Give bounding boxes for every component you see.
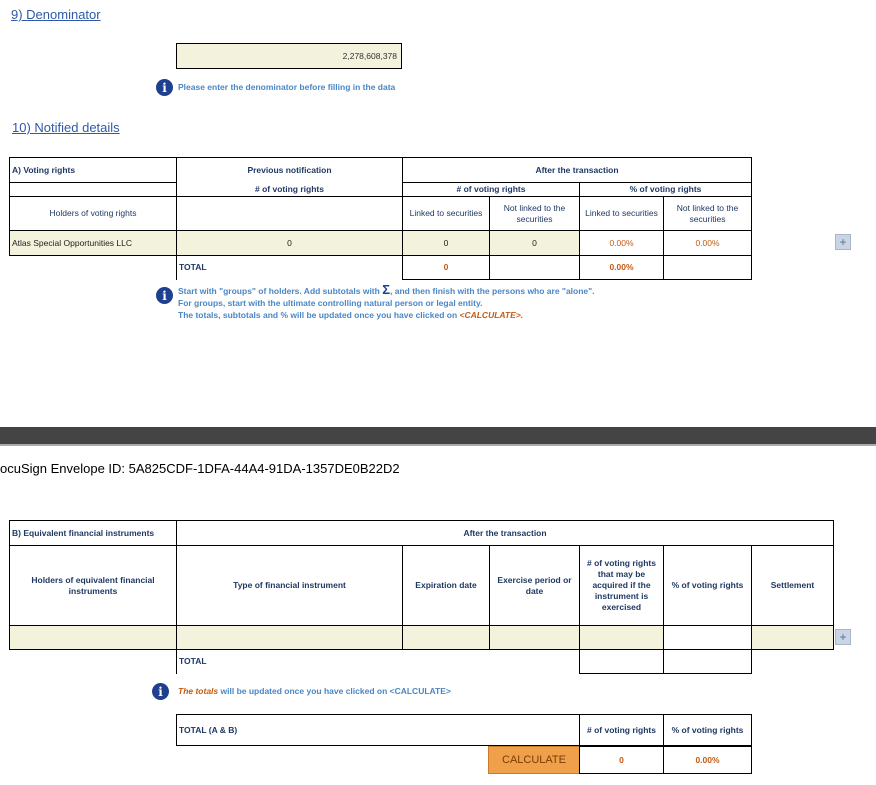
total-ab-num: 0	[579, 746, 664, 774]
total-ab-label: TOTAL (A & B)	[176, 714, 580, 746]
table-b-after-header: After the transaction	[176, 520, 834, 546]
info-line1b: , and then finish with the persons who are "alone".	[390, 286, 595, 296]
page-divider-edge	[0, 444, 876, 446]
denominator-field[interactable]	[176, 43, 402, 69]
num-acquired-header: # of voting rights that may be acquired if the instrument is exercised	[579, 545, 664, 626]
info-icon: i	[156, 287, 173, 304]
linked-header: Linked to securities	[402, 196, 490, 231]
section-10-title[interactable]: 10) Notified details	[12, 120, 120, 135]
envelope-id: ocuSign Envelope ID: 5A825CDF-1DFA-44A4-91DA-1357DE0B22D2	[0, 461, 400, 476]
table-b-total-label: TOTAL	[176, 649, 403, 674]
holders-header-spacer	[9, 182, 177, 197]
table-b-info-text	[178, 685, 451, 697]
expiration-header: Expiration date	[402, 545, 490, 626]
exercise-header: Exercise period or date	[489, 545, 580, 626]
table-b-total-num	[579, 649, 664, 674]
b-exercise-input[interactable]	[489, 625, 580, 650]
total-ab-pct-header: % of voting rights	[663, 714, 752, 746]
not-linked-header: Not linked to the securities	[489, 196, 580, 231]
table-a-info-text	[178, 284, 595, 321]
pct-header: % of voting rights	[663, 545, 752, 626]
b-pct-value	[663, 625, 752, 650]
info-line2: For groups, start with the ultimate controlling natural person or legal entity.	[178, 298, 483, 308]
b-expiration-input[interactable]	[402, 625, 490, 650]
not-linked-value-input[interactable]: 0	[489, 230, 580, 256]
linked-pct-value: 0.00%	[579, 230, 664, 256]
b-settlement-input[interactable]	[751, 625, 834, 650]
type-header: Type of financial instrument	[176, 545, 403, 626]
prev-num-voting-header: # of voting rights	[176, 182, 403, 197]
section-9-title[interactable]: 9) Denominator	[11, 7, 101, 22]
sigma-icon: Σ	[382, 282, 391, 297]
prev-notification-label: Previous notification	[247, 165, 332, 175]
page-divider	[0, 427, 876, 444]
total-ab-num-header: # of voting rights	[579, 714, 664, 746]
table-a-title: A) Voting rights	[9, 157, 177, 183]
info-line3a: The totals, subtotals and % will be updated once you have clicked on	[178, 310, 460, 320]
table-a-total-num: 0	[402, 255, 490, 280]
table-b-title: B) Equivalent financial instruments	[9, 520, 177, 546]
after-transaction-header: After the transaction	[402, 157, 752, 183]
table-a-total-empty	[489, 255, 580, 280]
settlement-header: Settlement	[751, 545, 834, 626]
table-a-total-label: TOTAL	[176, 255, 403, 280]
add-row-b-button[interactable]: +	[835, 629, 851, 645]
b-type-input[interactable]	[176, 625, 403, 650]
info-icon: i	[156, 79, 173, 96]
not-linked-pct-value: 0.00%	[663, 230, 752, 256]
table-a-total-pct: 0.00%	[579, 255, 664, 280]
info-line3b: <CALCULATE>.	[459, 310, 524, 320]
add-row-a-button[interactable]: +	[835, 234, 851, 250]
prev-notification-header	[176, 157, 403, 183]
holder-name-input[interactable]: Atlas Special Opportunities LLC	[9, 230, 177, 256]
b-holder-input[interactable]	[9, 625, 177, 650]
table-a-total-empty2	[663, 255, 752, 280]
info-line1a: Start with "groups" of holders. Add subtotals with	[178, 286, 380, 296]
table-b-holders-header: Holders of equivalent financial instruments	[9, 545, 177, 626]
info-icon: i	[152, 683, 169, 700]
calculate-button[interactable]: CALCULATE	[488, 746, 580, 774]
linked-pct-header: Linked to securities	[579, 196, 664, 231]
table-b-total-pct	[663, 649, 752, 674]
total-ab-pct: 0.00%	[663, 746, 752, 774]
info-rest: will be updated once you have clicked on <CALCULATE>	[220, 686, 451, 696]
after-pct-voting-header: % of voting rights	[579, 182, 752, 197]
prev-value-input[interactable]: 0	[176, 230, 403, 256]
not-linked-pct-header: Not linked to the securities	[663, 196, 752, 231]
after-num-voting-header: # of voting rights	[402, 182, 580, 197]
prev-sub-header	[176, 196, 403, 231]
b-num-input[interactable]	[579, 625, 664, 650]
denominator-info-text: Please enter the denominator before filling in the data	[178, 82, 396, 92]
holders-header: Holders of voting rights	[9, 196, 177, 231]
denominator-value: 2,278,608,378	[342, 50, 397, 61]
info-italic: The totals	[178, 686, 219, 696]
linked-value-input[interactable]: 0	[402, 230, 490, 256]
